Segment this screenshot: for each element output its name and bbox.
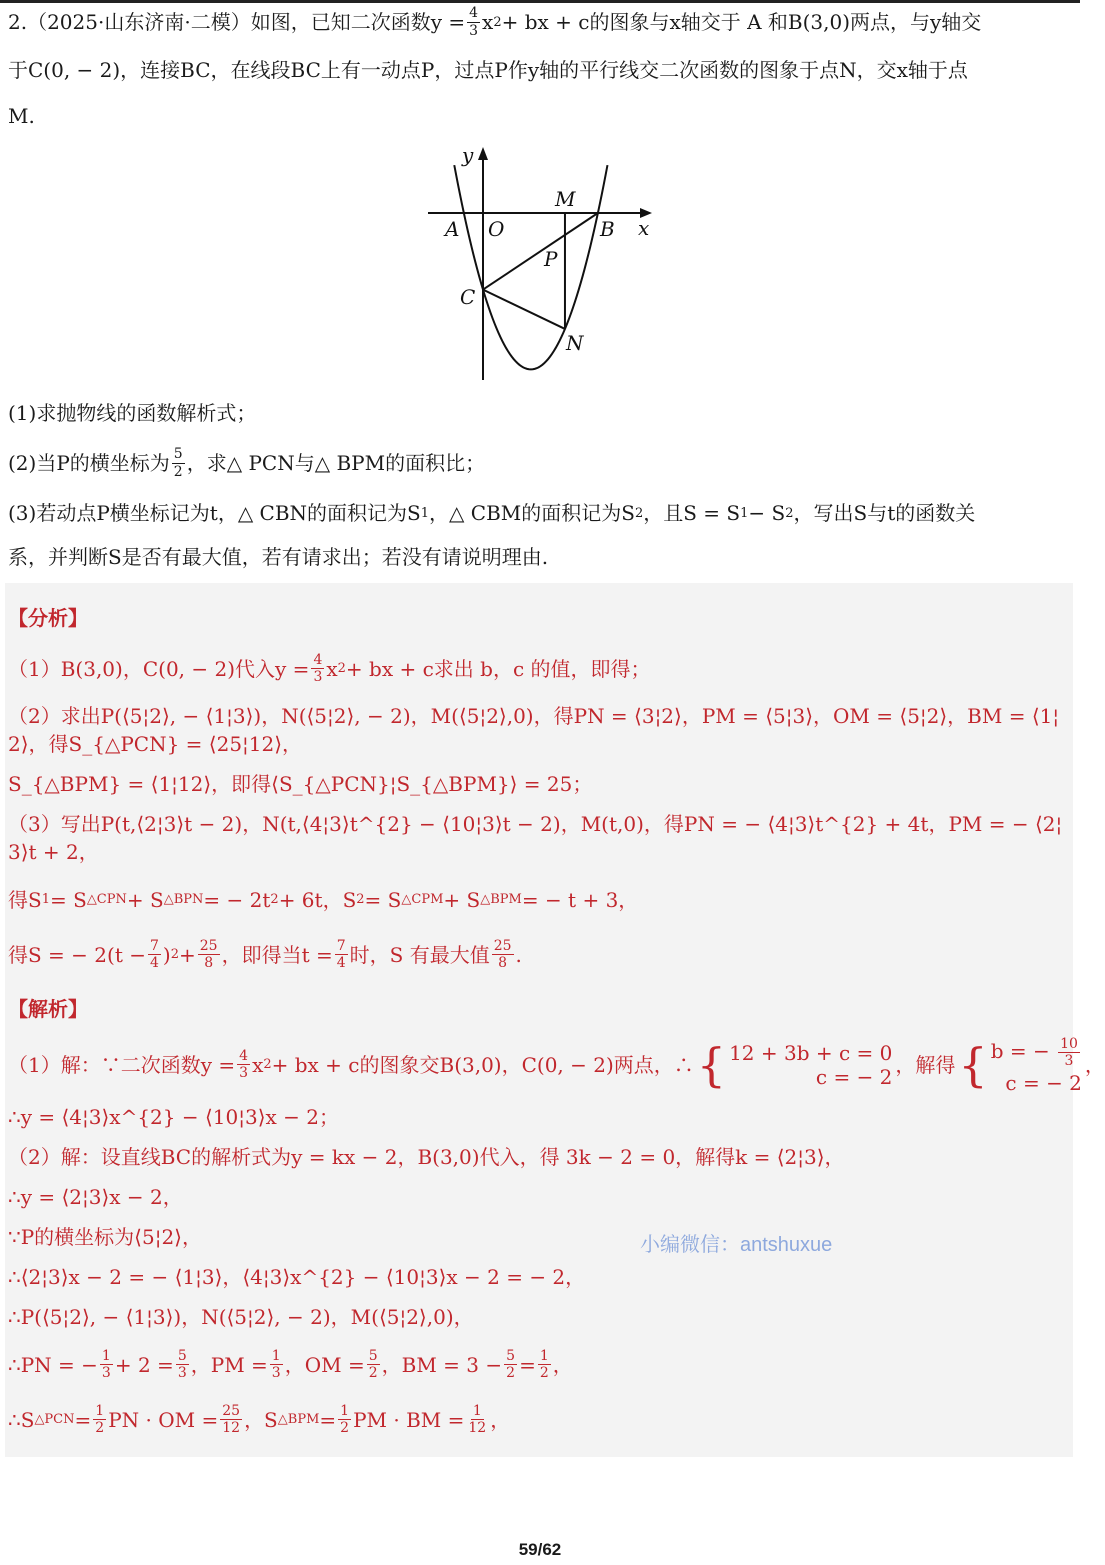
solution-line: ∴y = ⟨2¦3⟩x − 2，: [8, 1185, 183, 1209]
math-text: ，求△ PCN与△ BPM的面积比；: [186, 451, 486, 475]
answer-panel: [5, 583, 1105, 1457]
solution-heading: 【解析】: [8, 996, 88, 1021]
solution-line: ∴⟨2¦3⟩x − 2 = − ⟨1¦3⟩，⟨4¦3⟩x^{2} − ⟨10¦3⟩x − 2 = − 2，: [8, 1265, 586, 1289]
system-row: [1005, 1071, 1082, 1096]
math-text: 3: [469, 22, 479, 39]
math-text: 7: [149, 937, 159, 954]
denominator: [335, 955, 348, 971]
numerator: [220, 1403, 242, 1420]
analysis-line: [8, 872, 1068, 927]
math-text: =: [319, 1407, 337, 1432]
denominator: [367, 1365, 380, 1381]
system-rows: [990, 1035, 1082, 1096]
math-text: ，: [490, 1407, 511, 1432]
fraction: [93, 1403, 106, 1436]
math-text: 1: [95, 1402, 105, 1419]
denominator: [1063, 1053, 1076, 1069]
math-text: = − 2t: [203, 887, 271, 912]
subscript: 2: [785, 505, 794, 521]
denominator: [504, 1365, 517, 1381]
numerator: [338, 1403, 351, 1420]
math-text: (3)若动点P横坐标记为t，△ CBN的面积记为S: [8, 501, 421, 525]
math-text: ，△ CBM的面积记为S: [429, 501, 635, 525]
math-text: 时，S 有最大值: [349, 942, 490, 967]
equation-system: [958, 1035, 1082, 1096]
label-B: B: [600, 217, 615, 241]
math-text: 12: [222, 1420, 241, 1436]
label-P: P: [544, 247, 558, 271]
subscript: 2: [356, 892, 365, 907]
numerator: [471, 1403, 484, 1420]
numerator: [198, 938, 220, 955]
denominator: [466, 1420, 488, 1436]
superscript: 2: [263, 1057, 272, 1072]
denominator: [93, 1420, 106, 1436]
math-text: 1: [271, 1347, 281, 1364]
fraction: [172, 446, 185, 479]
fraction: [1058, 1036, 1080, 1069]
subscript: 2: [634, 505, 644, 521]
math-text: 3: [271, 1365, 281, 1381]
equation-system: [696, 1037, 893, 1092]
math-text: 5: [173, 446, 183, 463]
math-text: + S: [126, 887, 164, 912]
fraction: [237, 1048, 250, 1081]
math-text: =: [519, 1352, 536, 1377]
denominator: [338, 1420, 351, 1436]
question-line: [8, 0, 981, 44]
denominator: [311, 669, 324, 685]
fraction: [220, 1403, 242, 1436]
math-text: 25: [493, 937, 512, 954]
fraction: [198, 938, 220, 971]
math-text: + bx + c求出 b，c 的值，即得；: [345, 656, 651, 681]
math-text: + bx + c的图象与x轴交于 A 和B(3,0)两点，与y轴交: [501, 10, 982, 34]
math-text: − S: [748, 501, 786, 525]
denominator: [172, 464, 185, 480]
math-text: ，写出S与t的函数关: [793, 501, 976, 525]
solution-line: ∵P的横坐标为⟨5¦2⟩，: [8, 1225, 202, 1249]
fraction: [538, 1348, 551, 1381]
system-row: [729, 1040, 893, 1065]
subscript: 1: [41, 892, 50, 907]
solution-line: ∴y = ⟨4¦3⟩x^{2} − ⟨10¦3⟩x − 2；: [8, 1105, 339, 1129]
denominator: [176, 1365, 189, 1381]
math-text: 3: [239, 1065, 249, 1081]
y-axis-arrow: [478, 147, 488, 160]
label-x: x: [638, 216, 650, 240]
math-text: x: [326, 656, 338, 681]
math-text: 1: [340, 1402, 350, 1419]
numerator: [237, 1048, 250, 1065]
system-rows: [729, 1040, 893, 1089]
math-text: 1: [539, 1347, 549, 1364]
analysis-heading: 【分析】: [8, 605, 88, 630]
label-M: M: [555, 187, 576, 211]
fraction: [148, 938, 161, 971]
math-text: 4: [313, 651, 323, 668]
denominator: [202, 955, 215, 971]
math-text: 12 + 3b + c = 0: [729, 1040, 893, 1065]
math-text: 4: [239, 1047, 249, 1064]
math-text: x: [252, 1052, 264, 1077]
math-text: 4: [149, 955, 159, 971]
denominator: [467, 23, 480, 39]
parabola: [454, 165, 607, 369]
math-text: ，BM = 3 −: [381, 1352, 503, 1377]
math-text: 5: [177, 1347, 187, 1364]
math-text: ，且S = S: [643, 501, 741, 525]
system-row: [991, 1036, 1082, 1069]
math-text: 8: [498, 955, 508, 971]
fraction: [466, 1403, 488, 1436]
fraction: [335, 938, 348, 971]
numerator: [270, 1348, 283, 1365]
solution-line: [8, 1337, 1068, 1392]
subscript: △BPN: [163, 892, 204, 907]
math-text: b = −: [990, 1039, 1057, 1063]
superscript: 2: [337, 661, 346, 676]
math-text: .: [515, 942, 522, 967]
part-2: [8, 441, 485, 485]
fraction: [100, 1348, 113, 1381]
math-text: 25: [199, 937, 218, 954]
math-text: 2.（2025·山东济南·二模）如图，已知二次函数y =: [8, 10, 466, 34]
math-text: =: [74, 1407, 92, 1432]
fraction: [176, 1348, 189, 1381]
math-text: 5: [368, 1347, 378, 1364]
math-text: 2: [368, 1365, 378, 1381]
math-text: （1）B(3,0)，C(0, − 2)代入y =: [8, 656, 310, 681]
subscript: 1: [740, 505, 749, 521]
math-text: 3: [313, 669, 323, 685]
math-text: 1: [472, 1402, 482, 1419]
math-text: 3: [101, 1365, 111, 1381]
math-text: 8: [204, 955, 214, 971]
solution-line: [8, 1392, 1068, 1447]
math-text: 4: [336, 955, 346, 971]
fraction: [338, 1403, 351, 1436]
fraction: [467, 5, 480, 38]
math-text: x: [482, 10, 494, 34]
numerator: [504, 1348, 517, 1365]
subscript: △CPN: [86, 892, 127, 907]
numerator: [335, 938, 348, 955]
superscript: 2: [493, 14, 502, 30]
numerator: [172, 446, 185, 463]
math-text: + 6t，S: [278, 887, 357, 912]
math-text: ): [162, 942, 171, 967]
superscript: 2: [270, 892, 279, 907]
subscript: △BPM: [277, 1412, 320, 1427]
denominator: [270, 1365, 283, 1381]
math-text: + 2 =: [114, 1352, 174, 1377]
fraction: [311, 652, 324, 685]
denominator: [100, 1365, 113, 1381]
math-text: M.: [8, 104, 35, 128]
math-text: ∴PN = −: [8, 1352, 98, 1377]
math-text: 7: [336, 937, 346, 954]
math-text: 1: [101, 1347, 111, 1364]
solution-line: ∴P(⟨5¦2⟩, − ⟨1¦3⟩)，N(⟨5¦2⟩, − 2)，M(⟨5¦2⟩,0)，: [8, 1305, 474, 1329]
math-text: ，即得当t =: [221, 942, 333, 967]
math-text: ∴S: [8, 1407, 35, 1432]
math-text: 得S: [8, 887, 42, 912]
brace: {: [958, 1037, 988, 1092]
watermark: 小编微信：antshuxue: [640, 1234, 833, 1256]
denominator: [237, 1065, 250, 1081]
fraction: [367, 1348, 380, 1381]
math-text: 10: [1060, 1035, 1078, 1052]
math-text: (1)求抛物线的函数解析式；: [8, 401, 257, 425]
math-text: +: [178, 942, 196, 967]
numerator: [311, 652, 324, 669]
math-text: 系，并判断S是否有最大值，若有请求出；若没有请说明理由.: [8, 545, 549, 569]
math-text: 于C(0, − 2)，连接BC，在线段BC上有一动点P，过点P作y轴的平行线交二次函数的图象于点N，交x轴于点: [8, 58, 968, 82]
math-text: PM · BM =: [353, 1407, 465, 1432]
analysis-line: [8, 641, 1068, 696]
math-text: + S: [443, 887, 481, 912]
numerator: [467, 5, 480, 22]
solution-line: [8, 1032, 1105, 1097]
part-3: [8, 491, 975, 535]
math-text: ，解得: [895, 1052, 956, 1077]
math-text: ，: [552, 1352, 573, 1377]
subscript: 1: [420, 505, 430, 521]
math-text: ，OM =: [284, 1352, 365, 1377]
analysis-line: （2）求出P(⟨5¦2⟩, − ⟨1¦3⟩)，N(⟨5¦2⟩, − 2)，M(⟨5¦2⟩,0)，得PN = ⟨3¦2⟩，PM = ⟨5¦3⟩，OM = ⟨5¦2⟩，BM = ⟨1¦2⟩，得S_{△PCN} = ⟨25¦12⟩，: [8, 704, 1060, 756]
math-text: PN · OM =: [108, 1407, 219, 1432]
label-N: N: [566, 331, 584, 355]
denominator: [148, 955, 161, 971]
parabola-diagram: [420, 140, 670, 390]
label-C: C: [460, 285, 476, 309]
math-text: 2: [95, 1420, 105, 1436]
analysis-line: S_{△BPM} = ⟨1¦12⟩，即得⟨S_{△PCN}¦S_{△BPM}⟩ = 25；: [8, 772, 593, 796]
math-text: （1）解：∵二次函数y =: [8, 1052, 236, 1077]
denominator: [220, 1420, 242, 1436]
system-row: [815, 1064, 893, 1089]
part-3-cont: [8, 535, 548, 579]
math-text: 3: [1064, 1053, 1074, 1069]
analysis-line: （3）写出P(t,⟨2¦3⟩t − 2)，N(t,⟨4¦3⟩t^{2} − ⟨10¦3⟩t − 2)，M(t,0)，得PN = − ⟨4¦3⟩t^{2} + 4t，PM = − ⟨2¦3⟩t + 2，: [8, 812, 1063, 864]
math-text: = S: [364, 887, 402, 912]
numerator: [1058, 1036, 1080, 1053]
math-text: = − t + 3，: [521, 887, 639, 912]
math-text: 5: [506, 1347, 516, 1364]
numerator: [93, 1403, 106, 1420]
math-text: 2: [506, 1365, 516, 1381]
question-line: [8, 48, 968, 92]
math-text: c = − 2: [1005, 1071, 1082, 1096]
label-O: O: [488, 217, 505, 241]
numerator: [538, 1348, 551, 1365]
math-text: = S: [49, 887, 87, 912]
math-text: c = − 2: [815, 1064, 893, 1089]
math-text: 4: [469, 5, 479, 22]
math-text: 得S = − 2(t −: [8, 942, 146, 967]
superscript: 2: [170, 947, 179, 962]
math-text: + bx + c的图象交B(3,0)，C(0, − 2)两点，∴: [271, 1052, 694, 1077]
analysis-line: [8, 927, 1068, 982]
fraction: [504, 1348, 517, 1381]
math-text: 2: [539, 1365, 549, 1381]
math-text: 3: [177, 1365, 187, 1381]
math-text: 12: [468, 1420, 487, 1436]
part-1: [8, 391, 256, 435]
denominator: [496, 955, 509, 971]
label-A: A: [445, 217, 460, 241]
denominator: [538, 1365, 551, 1381]
math-text: 25: [222, 1402, 241, 1419]
math-text: ，S: [244, 1407, 278, 1432]
subscript: △PCN: [34, 1412, 75, 1427]
numerator: [176, 1348, 189, 1365]
math-text: (2)当P的横坐标为: [8, 451, 170, 475]
subscript: △BPM: [480, 892, 522, 907]
math-text: ，: [1084, 1052, 1105, 1077]
label-y: y: [462, 143, 474, 167]
page-number: 59/62: [518, 1540, 562, 1559]
numerator: [100, 1348, 113, 1365]
math-text: 2: [340, 1420, 350, 1436]
question-line: [8, 94, 35, 138]
brace: {: [696, 1037, 727, 1092]
subscript: △CPM: [401, 892, 444, 907]
solution-line: （2）解：设直线BC的解析式为y = kx − 2，B(3,0)代入，得 3k − 2 = 0，解得k = ⟨2¦3⟩，: [8, 1145, 845, 1169]
numerator: [367, 1348, 380, 1365]
math-text: ，PM =: [190, 1352, 268, 1377]
math-text: 2: [173, 463, 183, 480]
fraction: [270, 1348, 283, 1381]
numerator: [492, 938, 514, 955]
numerator: [148, 938, 161, 955]
fraction: [492, 938, 514, 971]
